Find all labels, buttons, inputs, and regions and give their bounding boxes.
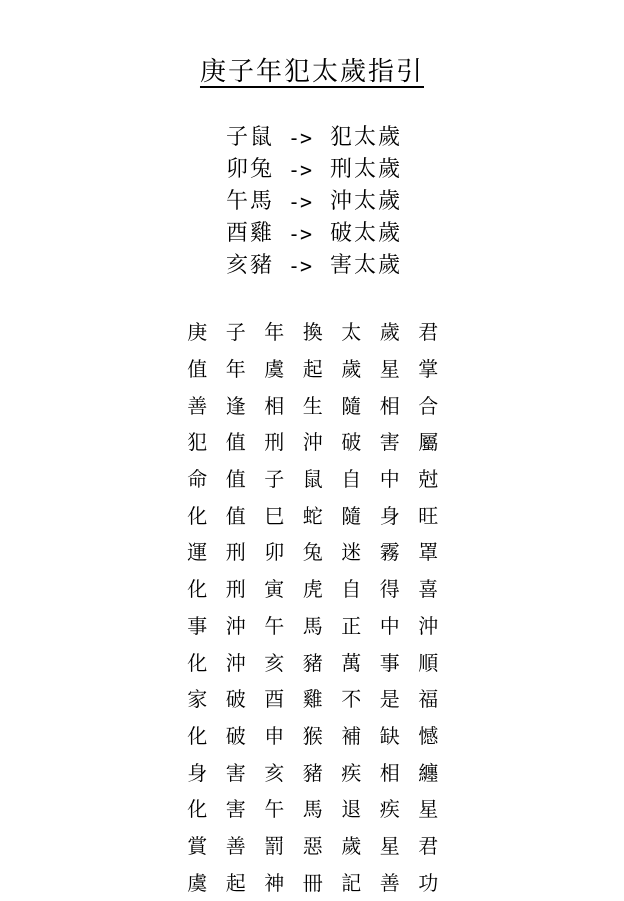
poem-character: 猴 <box>302 723 323 748</box>
poem-character: 纏 <box>418 760 439 785</box>
poem-character: 隨 <box>341 393 362 418</box>
poem-character: 歲 <box>341 833 362 858</box>
poem-character: 太 <box>341 320 362 345</box>
poem-character: 自 <box>341 467 362 492</box>
poem-character: 化 <box>187 723 208 748</box>
poem-character: 午 <box>264 613 285 638</box>
poem-character: 鼠 <box>302 467 323 492</box>
poem-character: 福 <box>418 687 439 712</box>
poem-character: 午 <box>264 797 285 822</box>
poem-character: 歲 <box>379 320 400 345</box>
poem-character: 亥 <box>264 650 285 675</box>
poem-character: 憾 <box>418 723 439 748</box>
poem-line <box>178 644 448 681</box>
poem-line <box>178 424 448 461</box>
rule-animal: 亥豬 <box>226 253 275 278</box>
poem-character: 刑 <box>225 540 246 565</box>
rule-arrow: -> <box>288 190 313 214</box>
poem-line <box>178 828 448 865</box>
poem-character: 星 <box>418 797 439 822</box>
poem-character: 起 <box>302 357 323 382</box>
poem-character: 年 <box>225 357 246 382</box>
rule-row <box>226 122 446 154</box>
poem-character: 值 <box>225 467 246 492</box>
poem-character: 雞 <box>302 687 323 712</box>
poem-character: 化 <box>187 503 208 528</box>
poem-character: 罰 <box>264 833 285 858</box>
rule-outcome: 犯太歲 <box>330 125 403 150</box>
poem-character: 君 <box>418 833 439 858</box>
poem-character: 運 <box>187 540 208 565</box>
poem-character: 霧 <box>379 540 400 565</box>
poem-character: 沖 <box>225 613 246 638</box>
poem-character: 順 <box>418 650 439 675</box>
poem-character: 記 <box>341 870 362 895</box>
rule-row <box>226 250 446 282</box>
poem-character: 害 <box>225 797 246 822</box>
poem-character: 是 <box>379 687 400 712</box>
rule-outcome: 害太歲 <box>330 253 403 278</box>
poem-character: 沖 <box>418 613 439 638</box>
poem-character: 善 <box>379 870 400 895</box>
rule-animal: 午馬 <box>226 189 275 214</box>
poem-character: 子 <box>225 320 246 345</box>
poem-character: 寅 <box>264 577 285 602</box>
poem-character: 換 <box>302 320 323 345</box>
poem-character: 年 <box>264 320 285 345</box>
rule-row <box>226 154 446 186</box>
poem-character: 功 <box>418 870 439 895</box>
poem-character: 罩 <box>418 540 439 565</box>
poem-line <box>178 754 448 791</box>
rule-arrow: -> <box>288 254 313 278</box>
poem-character: 家 <box>187 687 208 712</box>
rule-arrow: -> <box>288 158 313 182</box>
poem-character: 星 <box>379 357 400 382</box>
poem-character: 亥 <box>264 760 285 785</box>
poem-character: 旺 <box>418 503 439 528</box>
poem-character: 善 <box>225 833 246 858</box>
poem-character: 疾 <box>341 760 362 785</box>
rule-animal: 酉雞 <box>226 221 275 246</box>
poem-character: 犯 <box>187 430 208 455</box>
poem-character: 酉 <box>264 687 285 712</box>
rule-arrow: -> <box>288 126 313 150</box>
poem-character: 沖 <box>302 430 323 455</box>
poem-character: 自 <box>341 577 362 602</box>
poem-character: 疾 <box>379 797 400 822</box>
poem-character: 惡 <box>302 833 323 858</box>
poem-character: 身 <box>187 760 208 785</box>
poem-character: 卯 <box>264 540 285 565</box>
poem-character: 事 <box>379 650 400 675</box>
poem-line <box>178 571 448 608</box>
poem-line <box>178 314 448 351</box>
poem-character: 缺 <box>379 723 400 748</box>
rule-outcome: 沖太歲 <box>330 189 403 214</box>
poem-line <box>178 351 448 388</box>
poem-line <box>178 461 448 498</box>
poem-character: 申 <box>264 723 285 748</box>
poem-character: 化 <box>187 797 208 822</box>
poem-character: 尅 <box>418 467 439 492</box>
poem-character: 刑 <box>264 430 285 455</box>
poem-character: 相 <box>379 393 400 418</box>
poem-line <box>178 681 448 718</box>
poem-character: 善 <box>187 393 208 418</box>
poem-character: 隨 <box>341 503 362 528</box>
poem-character: 起 <box>225 870 246 895</box>
poem-character: 虞 <box>187 870 208 895</box>
rule-animal: 卯兔 <box>226 157 275 182</box>
poem-character: 刑 <box>225 577 246 602</box>
poem-character: 補 <box>341 723 362 748</box>
poem-line <box>178 534 448 571</box>
poem-line <box>178 718 448 755</box>
poem-character: 子 <box>264 467 285 492</box>
poem-character: 屬 <box>418 430 439 455</box>
poem-character: 破 <box>341 430 362 455</box>
poem-character: 馬 <box>302 797 323 822</box>
rule-outcome: 破太歲 <box>330 221 403 246</box>
rule-outcome: 刑太歲 <box>330 157 403 182</box>
poem-character: 值 <box>187 357 208 382</box>
poem-character: 退 <box>341 797 362 822</box>
poem-character: 害 <box>379 430 400 455</box>
tai-sui-poem <box>178 314 448 901</box>
poem-line <box>178 497 448 534</box>
poem-character: 歲 <box>341 357 362 382</box>
poem-character: 庚 <box>187 320 208 345</box>
poem-character: 巳 <box>264 503 285 528</box>
poem-character: 值 <box>225 503 246 528</box>
poem-character: 合 <box>418 393 439 418</box>
poem-character: 馬 <box>302 613 323 638</box>
poem-character: 值 <box>225 430 246 455</box>
poem-character: 命 <box>187 467 208 492</box>
poem-character: 中 <box>379 613 400 638</box>
poem-line <box>178 791 448 828</box>
poem-character: 得 <box>379 577 400 602</box>
poem-line <box>178 864 448 901</box>
rule-animal: 子鼠 <box>226 125 275 150</box>
rule-row <box>226 186 446 218</box>
tai-sui-rules-list <box>226 122 446 282</box>
poem-character: 不 <box>341 687 362 712</box>
poem-character: 逢 <box>225 393 246 418</box>
poem-character: 喜 <box>418 577 439 602</box>
poem-character: 豬 <box>302 760 323 785</box>
poem-character: 蛇 <box>302 503 323 528</box>
poem-character: 掌 <box>418 357 439 382</box>
poem-character: 星 <box>379 833 400 858</box>
rule-arrow: -> <box>288 222 313 246</box>
poem-line <box>178 387 448 424</box>
poem-character: 迷 <box>341 540 362 565</box>
poem-character: 相 <box>379 760 400 785</box>
poem-character: 化 <box>187 650 208 675</box>
poem-character: 神 <box>264 870 285 895</box>
poem-character: 害 <box>225 760 246 785</box>
poem-character: 正 <box>341 613 362 638</box>
poem-line <box>178 608 448 645</box>
poem-character: 化 <box>187 577 208 602</box>
rule-row <box>226 218 446 250</box>
poem-character: 虞 <box>264 357 285 382</box>
poem-character: 事 <box>187 613 208 638</box>
poem-character: 萬 <box>341 650 362 675</box>
poem-character: 豬 <box>302 650 323 675</box>
page-title-text: 庚子年犯太歲指引 <box>199 57 424 87</box>
page-title <box>0 54 624 90</box>
poem-character: 虎 <box>302 577 323 602</box>
poem-character: 君 <box>418 320 439 345</box>
poem-character: 破 <box>225 687 246 712</box>
poem-character: 冊 <box>302 870 323 895</box>
poem-character: 中 <box>379 467 400 492</box>
poem-character: 生 <box>302 393 323 418</box>
poem-character: 破 <box>225 723 246 748</box>
poem-character: 沖 <box>225 650 246 675</box>
poem-character: 相 <box>264 393 285 418</box>
poem-character: 身 <box>379 503 400 528</box>
poem-character: 賞 <box>187 833 208 858</box>
poem-character: 兔 <box>302 540 323 565</box>
